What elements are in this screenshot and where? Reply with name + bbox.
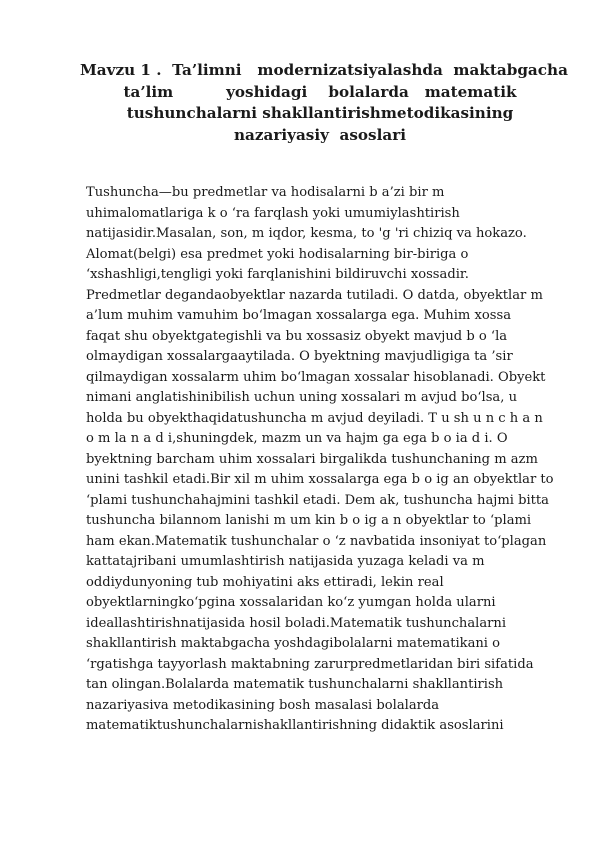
body-paragraph — [86, 183, 566, 737]
title-line: nazariyasiy asoslari — [234, 125, 406, 144]
title-line: tushunchalarni shakllantirishmetodikasining — [126, 104, 514, 122]
body-line: ‘xshashligi,tengligi yoki farqlanishini bildiruvchi xossadir. — [86, 267, 469, 282]
body-line: a’lum muhim vamuhim bo‘lmagan xossalarga ega. Muhim xossa — [86, 308, 512, 323]
body-line: ham ekan.Matematik tushunchalar o ‘z navbatida insoniyat to‘plagan — [86, 533, 547, 549]
body-line: Tushuncha—bu predmetlar va hodisalarni b a’zi bir m — [86, 185, 445, 200]
body-line: ‘plami tushunchahajmini tashkil etadi. Dem ak, tushuncha hajmi bitta — [86, 492, 549, 508]
body-line: olmaydigan xossalargaaytilada. O byektning mavjudligiga ta ’sir — [86, 349, 513, 364]
body-line: tan olingan.Bolalarda matematik tushunchalarni shakllantirish — [86, 677, 504, 692]
body-line: holda bu obyekthaqidatushuncha m avjud deyiladi. T u sh u n c h a n — [86, 410, 543, 426]
body-line: ‘rgatishga tayyorlash maktabning zarurpredmetlaridan biri sifatida — [86, 656, 534, 672]
document-title — [80, 60, 568, 146]
body-line: matematiktushunchalarnishakllantirishning didaktik asoslarini — [86, 718, 504, 733]
body-line: obyektlarningko‘pgina xossalaridan ko‘z yumgan holda ularni — [86, 595, 496, 610]
body-line: nazariyasiva metodikasining bosh masalasi bolalarda — [86, 697, 440, 713]
body-line: Alomat(belgi) esa predmet yoki hodisalarning bir-biriga o — [86, 246, 469, 262]
body-line: byektning barcham uhim xossalari birgalikda tushunchaning m azm — [86, 451, 538, 467]
body-line: oddiydunyoning tub mohiyatini aks ettiradi, lekin real — [86, 574, 444, 590]
body-line: nimani anglatishinibilish uchun uning xossalari m avjud bo‘lsa, u — [86, 390, 518, 405]
title-line: ta’lim yoshidagi bolalarda matematik — [123, 82, 517, 101]
body-line: tushuncha bilannom lanishi m um kin b o ig a n obyektlar to ‘plami — [86, 513, 532, 528]
body-line: kattatajribani umumlashtirish natijasida yuzaga keladi va m — [86, 554, 485, 569]
body-line: unini tashkil etadi.Bir xil m uhim xossalarga ega b o ig an obyektlar to — [86, 472, 554, 487]
body-line: Predmetlar degandaobyektlar nazarda tutiladi. O datda, obyektlar m — [86, 287, 543, 303]
body-line: shakllantirish maktabgacha yoshdagibolalarni matematikani o — [86, 636, 501, 651]
body-line: o m la n a d i,shuningdek, mazm un va hajm ga ega b o ia d i. O — [86, 431, 508, 446]
body-line: natijasidir.Masalan, son, m iqdor, kesma, to 'g 'ri chiziq va hokazo. — [86, 226, 527, 241]
body-line: ideallashtirishnatijasida hosil boladi.Matematik tushunchalarni — [86, 615, 507, 631]
body-line: uhimalomatlariga k o ‘ra farqlash yoki umumiylashtirish — [86, 205, 460, 221]
title-line: Mavzu 1 . Ta’limni modernizatsiyalashda maktabgacha — [80, 61, 568, 79]
body-line: qilmaydigan xossalarm uhim bo‘lmagan xossalar hisoblanadi. Obyekt — [86, 369, 546, 385]
body-line: faqat shu obyektgategishli va bu xossasiz obyekt mavjud b o ‘la — [86, 328, 508, 344]
